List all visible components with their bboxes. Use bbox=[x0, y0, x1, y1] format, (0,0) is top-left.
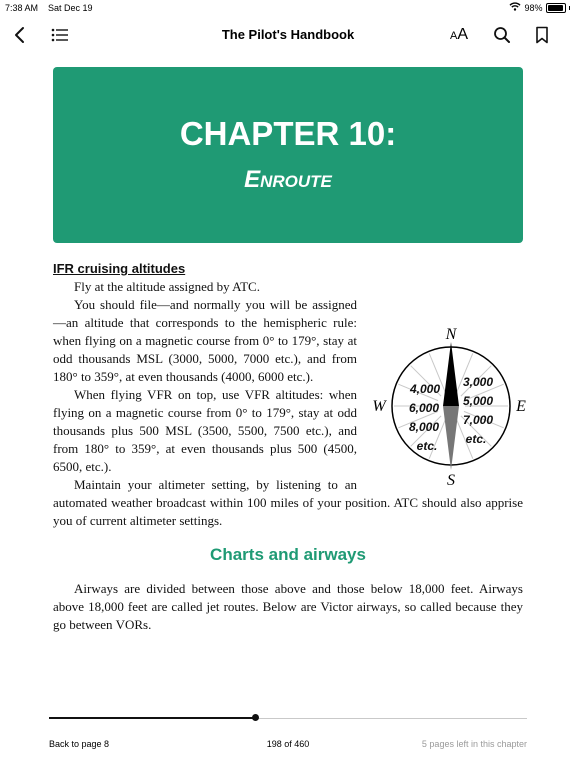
battery-percent: 98% bbox=[524, 2, 543, 13]
book-title: The Pilot's Handbook bbox=[221, 27, 355, 42]
search-icon bbox=[493, 26, 511, 44]
even-altitude-2: 6,000 bbox=[408, 401, 440, 415]
status-date: Sat Dec 19 bbox=[48, 3, 93, 13]
chapter-number: CHAPTER 10: bbox=[179, 115, 397, 152]
font-size-label: AA bbox=[449, 26, 468, 43]
font-size-button[interactable] bbox=[446, 23, 472, 47]
page-progress-slider[interactable] bbox=[49, 718, 527, 719]
compass-diagram bbox=[371, 326, 526, 489]
wifi-icon bbox=[509, 2, 521, 13]
status-time: 7:38 AM bbox=[5, 3, 39, 13]
search-button[interactable] bbox=[490, 23, 514, 47]
pages-left-label: 5 pages left in this chapter bbox=[421, 739, 527, 749]
page-indicator: 198 of 460 bbox=[266, 739, 310, 749]
even-altitude-1: 4,000 bbox=[409, 382, 441, 396]
progress-knob[interactable] bbox=[252, 714, 259, 721]
section-heading-charts: Charts and airways bbox=[210, 545, 366, 564]
odd-altitude-4: etc. bbox=[465, 432, 487, 446]
paragraph: You should file—and normally you will be assigned—an altitude that corresponds to the hemispheric rule: when flying on a magnetic course from 0° to 179°, stay at odd thousands MSL (3000, 5000, 7000 etc.), and from 180° to 359°, at even thousands (4000, 6000 etc.). bbox=[53, 297, 357, 384]
battery-icon bbox=[546, 3, 566, 13]
chapter-banner bbox=[53, 67, 523, 243]
compass-needle-north bbox=[443, 342, 459, 406]
section-heading: IFR cruising altitudes bbox=[53, 261, 186, 276]
even-altitude-3: 8,000 bbox=[408, 420, 440, 434]
status-indicators bbox=[509, 2, 570, 13]
bookmark-icon bbox=[535, 26, 549, 44]
compass-south-label: S bbox=[447, 472, 455, 489]
page-content bbox=[53, 260, 526, 634]
compass-west-label: W bbox=[372, 398, 386, 415]
back-to-page-link[interactable]: Back to page 8 bbox=[49, 739, 110, 749]
compass-north-label: N bbox=[445, 326, 457, 343]
odd-altitude-1: 3,000 bbox=[462, 375, 494, 389]
bookmark-button[interactable] bbox=[530, 23, 554, 47]
odd-altitude-3: 7,000 bbox=[462, 413, 494, 427]
odd-altitude-2: 5,000 bbox=[462, 394, 494, 408]
compass-east-label: E bbox=[516, 398, 526, 415]
paragraph: When flying VFR on top, use VFR altitudes: when flying on a magnetic course from 0° to 179°, stay at odd thousands plus 500 MSL (3500, 5500, 7500 etc.), and from 180° to 359°, at even thousands plus 500 (4500, 6500, etc.). bbox=[53, 387, 357, 474]
paragraph: Fly at the altitude assigned by ATC. bbox=[74, 279, 260, 294]
progress-fill bbox=[49, 717, 255, 719]
paragraph: Maintain your altimeter setting, by listening to an automated weather broadcast within 100 miles of your position. ATC should also apprise you of current altimeter settings. bbox=[53, 477, 523, 528]
status-bar bbox=[0, 0, 576, 16]
even-altitude-4: etc. bbox=[416, 439, 438, 453]
reader-toolbar bbox=[0, 18, 576, 52]
chapter-title: Enroute bbox=[244, 166, 332, 193]
paragraph: Airways are divided between those above and those below 18,000 feet. Airways above 18,000 feet are called jet routes. Below are Victor airways, so called because they go between VORs. bbox=[53, 581, 523, 632]
compass-needle-south bbox=[443, 406, 459, 470]
